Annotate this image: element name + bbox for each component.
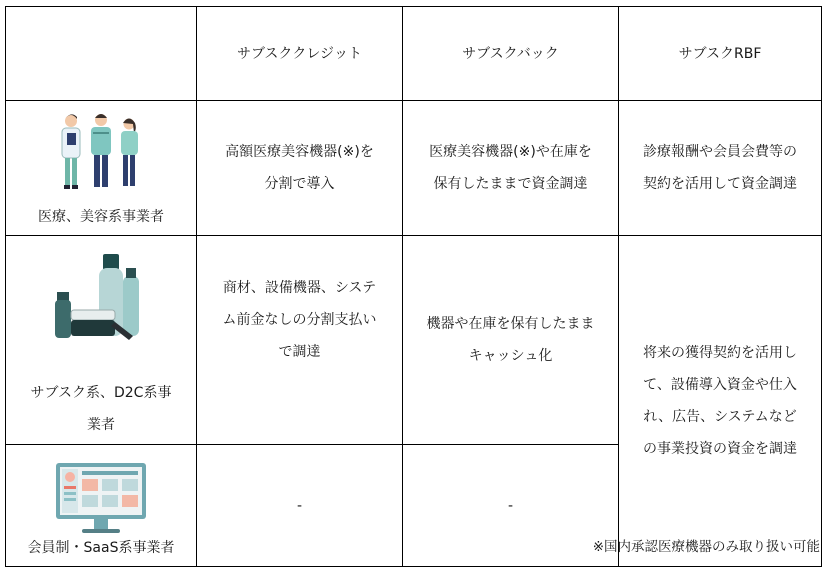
text-line: 保有したままで資金調達 [433, 176, 588, 192]
header-subsback: サブスクバック [403, 7, 619, 101]
text-line: サブスク系、D2C系事 [30, 385, 172, 401]
cell-text [403, 136, 618, 200]
text-line: 診療報酬や会員会費等の [643, 144, 797, 160]
back-cell [403, 445, 619, 567]
credit-cell [197, 101, 403, 236]
empty-dash: - [507, 497, 514, 514]
segment-label: 医療、美容系事業者 [38, 209, 164, 225]
text-line: 医療美容機器(※)や在庫を [429, 144, 592, 160]
text-line: て、設備導入資金や仕入 [643, 377, 797, 393]
text-line: 業者 [87, 417, 115, 433]
credit-cell [197, 445, 403, 567]
table-row [6, 101, 822, 236]
rbf-cell [619, 236, 822, 567]
text-line: 契約を活用して資金調達 [643, 176, 797, 192]
cell-text [619, 136, 821, 200]
text-line: の事業投資の資金を調達 [643, 441, 797, 457]
rbf-cell [619, 101, 822, 236]
cell-text [197, 136, 402, 200]
cell-text [403, 308, 618, 372]
header-empty-cell [6, 7, 197, 101]
footnote: ※国内承認医療機器のみ取り扱い可能 [592, 539, 820, 555]
segment-label: 会員制・SaaS系事業者 [27, 540, 175, 556]
credit-cell [197, 236, 403, 445]
text-line: 将来の獲得契約を活用し [643, 345, 797, 361]
medical-staff-illustration [55, 111, 147, 191]
text-line: ム前金なしの分割支払い [222, 312, 377, 328]
cell-text [197, 272, 402, 368]
header-subscredit: サブスククレジット [197, 7, 403, 101]
empty-dash: - [296, 497, 303, 514]
comparison-table [5, 6, 822, 567]
table-row [6, 236, 822, 445]
back-cell [403, 101, 619, 236]
cosmetics-bottles-illustration [53, 250, 149, 346]
text-line: 分割で導入 [264, 176, 335, 192]
header-row [6, 7, 822, 101]
header-subsrbf: サブスクRBF [619, 7, 822, 101]
text-line: キャッシュ化 [468, 348, 553, 364]
text-line: 機器や在庫を保有したまま [426, 316, 595, 332]
back-cell [403, 236, 619, 445]
segment-medical-cell [6, 101, 197, 236]
text-line: れ、広告、システムなど [643, 409, 797, 425]
text-line: 高額医療美容機器(※)を [225, 144, 374, 160]
segment-label [10, 377, 192, 441]
segment-saas-cell [6, 445, 197, 567]
cell-text [619, 337, 821, 465]
text-line: で調達 [278, 344, 321, 360]
segment-subscription-cell [6, 236, 197, 445]
text-line: 商材、設備機器、システ [222, 280, 377, 296]
computer-monitor-illustration [54, 461, 148, 535]
